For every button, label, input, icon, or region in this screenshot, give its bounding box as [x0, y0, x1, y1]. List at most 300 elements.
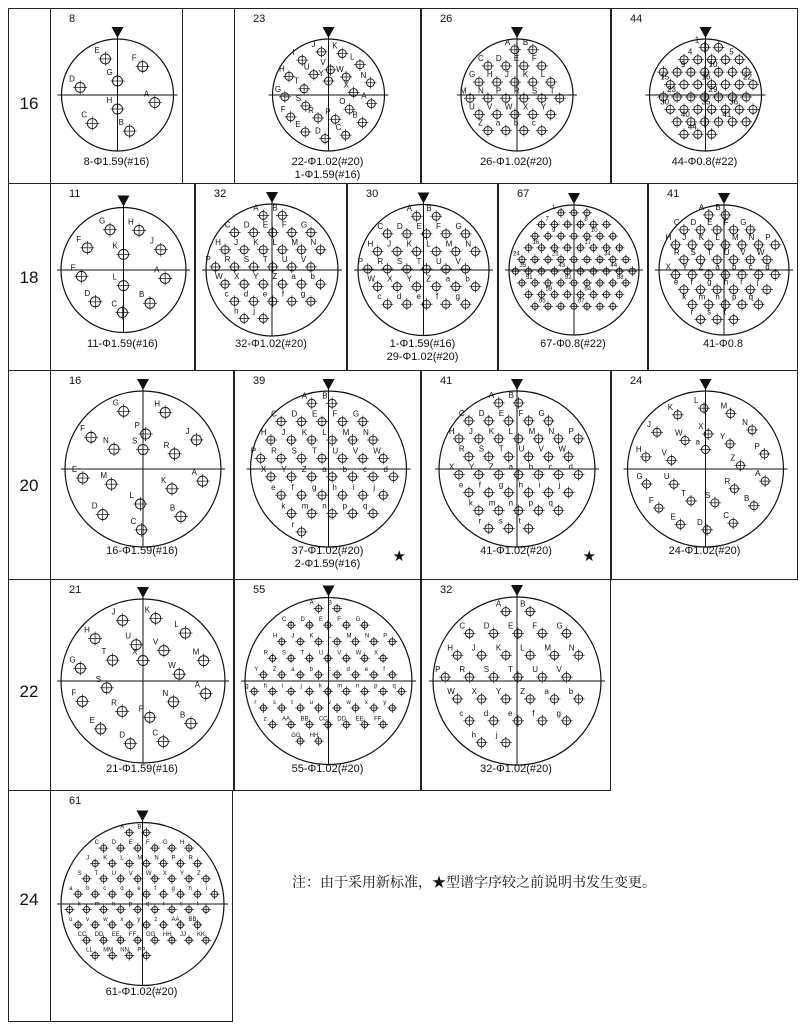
pin-label: n [111, 901, 116, 908]
pin-label: v [86, 916, 90, 923]
contact-pin [137, 825, 151, 838]
pin-label: 58 [616, 274, 624, 281]
pin-label: L [322, 428, 327, 438]
contact-pin [206, 886, 220, 899]
pin-label: M [100, 471, 108, 481]
contact-pin [372, 483, 389, 501]
pin-label: K [144, 605, 151, 615]
contact-pin [508, 621, 524, 639]
pin-label: L [120, 855, 124, 862]
connector-cell [50, 8, 183, 184]
contact-pin [254, 667, 268, 680]
pin-label: A [120, 824, 125, 831]
contact-pin [562, 219, 572, 229]
contact-pin [447, 687, 463, 705]
contact-pin [544, 643, 560, 661]
contact-pin [95, 932, 109, 945]
pin-label: A [406, 204, 413, 214]
contact-pin [292, 410, 308, 428]
contact-spec-caption [196, 338, 346, 351]
contact-pin [80, 424, 98, 444]
pin-label: j [495, 730, 498, 740]
contact-pin [215, 272, 231, 290]
pin-label: HH [162, 932, 172, 939]
contact-pin [539, 481, 555, 499]
contact-pin [365, 667, 379, 680]
pin-label: M [459, 86, 467, 96]
contact-pin [368, 275, 384, 293]
pin-label: 35 [701, 97, 711, 107]
contact-pin [722, 110, 738, 128]
contact-pin [532, 709, 548, 727]
contact-pin [337, 683, 351, 696]
pin-label: 4 [687, 47, 693, 57]
contact-pin [302, 502, 318, 520]
pin-label: d [568, 462, 573, 472]
pin-label: a [508, 462, 514, 472]
contact-pin [383, 465, 399, 483]
pin-label: i [740, 277, 743, 287]
pin-label: G [636, 471, 643, 481]
contact-pin [120, 855, 134, 868]
pin-label: f [291, 483, 294, 493]
pin-label: E [507, 621, 514, 631]
connector-face-diagram [51, 580, 235, 792]
contact-pin [195, 681, 213, 701]
contact-pin [562, 243, 572, 253]
pin-label: c [531, 118, 536, 128]
key-marker-icon [700, 27, 712, 38]
pin-label: R [673, 247, 680, 257]
contact-pin [496, 119, 512, 137]
contact-pin [508, 709, 524, 727]
pin-label: T [549, 86, 555, 96]
key-marker-icon [137, 379, 149, 390]
pin-label: J [471, 643, 476, 653]
contact-pin [319, 717, 333, 730]
pin-label: R [263, 650, 268, 657]
caption-line: 26-Φ1.02(#20) [480, 156, 552, 168]
pin-label: F [71, 688, 77, 698]
pin-label: a [715, 262, 720, 272]
contact-pin [273, 634, 287, 647]
contact-pin [95, 840, 109, 853]
pin-label: N [465, 239, 472, 249]
pin-label: e [364, 666, 369, 673]
pin-label: j [60, 901, 62, 908]
pin-label: DD [94, 932, 104, 939]
pin-label: Z [520, 686, 526, 696]
contact-pin [161, 476, 179, 496]
contact-pin [489, 463, 505, 481]
pin-label: b [513, 118, 519, 128]
contact-pin [291, 733, 305, 746]
pin-label: P [325, 107, 331, 117]
pin-label: c [328, 666, 332, 673]
caption-line: 1-Φ1.59(#16) [294, 169, 361, 181]
pin-label: f [435, 292, 439, 302]
contact-pin [720, 432, 736, 450]
pin-label: V [661, 448, 667, 458]
pin-label: 67 [577, 298, 585, 305]
contact-pin [529, 499, 545, 517]
pin-label: C [459, 621, 466, 631]
contact-pin [446, 275, 462, 293]
pin-label: R [377, 257, 384, 267]
pin-label: L [129, 490, 134, 500]
caption-line: 2-Φ1.59(#16) [294, 558, 361, 570]
key-marker-icon [511, 379, 523, 390]
contact-pin [345, 700, 360, 713]
contact-pin [251, 446, 267, 464]
pin-label: CC [318, 716, 328, 723]
contact-pin [469, 499, 485, 517]
contact-pin [685, 91, 697, 103]
pin-label: I [292, 48, 295, 58]
contact-pin [446, 239, 462, 257]
pin-label: T [294, 76, 299, 86]
contact-spec-caption [499, 338, 647, 351]
contact-pin [614, 290, 624, 300]
pin-label: H [260, 428, 267, 438]
pin-label: W [215, 272, 223, 282]
pin-label: BB [300, 716, 309, 723]
contact-pin [365, 634, 379, 647]
contact-count-label: 61 [69, 795, 82, 807]
contact-pin [449, 463, 465, 481]
contact-pin [120, 917, 134, 930]
pin-label: H [279, 64, 285, 74]
pin-label: c [377, 292, 382, 302]
pin-label: b [732, 262, 737, 272]
contact-pin [312, 410, 328, 428]
pin-label: V [556, 665, 562, 675]
pin-label: C [94, 840, 100, 847]
contact-pin [695, 35, 711, 53]
contact-pin [387, 275, 403, 293]
pin-label: b [528, 462, 534, 472]
pin-label: G [352, 409, 360, 419]
pin-label: T [300, 650, 305, 657]
pin-label: R [513, 86, 520, 96]
pin-label: h [332, 483, 337, 493]
pin-label: R [308, 105, 314, 115]
contact-pin [754, 442, 770, 460]
contact-spec-caption [235, 763, 420, 776]
contact-pin [532, 621, 548, 639]
connector-cell [195, 183, 347, 371]
pin-label: W [558, 444, 567, 454]
contact-pin [614, 243, 624, 253]
pin-label: S [291, 446, 297, 456]
caption-line: 41-Φ1.02(#20) [480, 545, 552, 557]
pin-label: g [171, 886, 175, 893]
pin-label: 1 [551, 204, 556, 211]
connector-cell [498, 183, 648, 371]
pin-label: C [458, 408, 465, 418]
contact-pin [536, 266, 546, 276]
pin-label: E [70, 263, 76, 273]
contact-pin [322, 391, 338, 409]
contact-pin [664, 472, 680, 490]
pin-label: W [367, 274, 376, 284]
contact-pin [282, 221, 298, 239]
pin-label: MM [103, 947, 114, 954]
pin-label: i [352, 483, 355, 493]
caption-line: 61-Φ1.02(#20) [105, 986, 178, 998]
contact-pin [185, 427, 203, 447]
contact-count-label: 32 [440, 584, 453, 596]
pin-label: X [374, 650, 379, 657]
pin-label: z [154, 916, 158, 923]
contact-pin [86, 886, 100, 899]
pin-label: U [303, 62, 310, 72]
contact-pin [129, 902, 143, 915]
pin-label: f [690, 277, 693, 287]
contact-pin [496, 600, 512, 618]
pin-label: W [447, 686, 455, 696]
contact-pin [304, 63, 320, 81]
pin-label: A [488, 390, 495, 400]
contact-pin [568, 463, 584, 481]
pin-label: 22 [743, 72, 752, 82]
contact-pin [459, 445, 475, 463]
pin-label: R [271, 446, 277, 456]
pin-label: L [426, 239, 431, 249]
pin-label: R [163, 440, 170, 450]
key-marker-icon [118, 196, 130, 207]
contact-pin [484, 709, 500, 727]
contact-pin [271, 483, 287, 501]
contact-pin [254, 700, 268, 713]
pin-label: S [243, 254, 250, 264]
contact-pin [508, 665, 524, 683]
contact-pin [119, 731, 137, 751]
contact-pin [94, 46, 112, 66]
contact-pin [193, 648, 211, 668]
pin-label: X [387, 274, 393, 284]
contact-pin [69, 74, 87, 94]
pin-label: D [91, 501, 98, 511]
contact-pin [343, 428, 359, 446]
contact-pin [545, 287, 559, 300]
pin-label: E [94, 45, 100, 55]
pin-label: S [95, 674, 102, 684]
pin-label: LL [86, 947, 93, 954]
pin-label: x [120, 916, 124, 923]
pin-label: v [328, 699, 332, 706]
pin-label: W [504, 102, 513, 112]
contact-pin [595, 301, 605, 311]
pin-label: F [531, 53, 537, 63]
pin-label: 17 [584, 239, 592, 246]
pin-label: M [720, 401, 728, 411]
pin-label: M [346, 633, 352, 640]
pin-label: U [663, 472, 670, 482]
caption-line: 24-Φ1.02(#20) [668, 545, 741, 557]
contact-pin [107, 68, 125, 88]
pin-label: S [531, 86, 538, 96]
contact-pin [102, 917, 117, 930]
contact-pin [721, 402, 737, 420]
pin-label: t [518, 516, 521, 526]
pin-label: H [665, 232, 672, 242]
pin-label: h [723, 277, 729, 287]
key-marker-icon [323, 379, 335, 390]
row-label: 18 [19, 268, 39, 287]
pin-label: H [447, 643, 454, 653]
pin-label: J [281, 428, 286, 438]
pin-label: q [392, 683, 396, 690]
contact-pin [128, 217, 146, 237]
pin-label: K [667, 402, 674, 412]
pin-label: C [224, 220, 231, 230]
contact-pin [541, 102, 557, 120]
contact-pin [132, 437, 150, 457]
contact-spec-caption [51, 338, 194, 351]
contact-pin [459, 481, 475, 499]
contact-pin [310, 700, 324, 713]
pin-label: k [281, 501, 286, 511]
pin-label: h [518, 480, 524, 490]
pin-label: F [145, 840, 150, 847]
contact-pin [189, 855, 203, 868]
contact-pin [322, 465, 338, 483]
contact-pin [688, 48, 704, 66]
pin-label: D [300, 617, 305, 624]
pin-label: 65 [538, 298, 546, 305]
pin-label: B [169, 503, 176, 513]
contact-pin [363, 428, 379, 446]
contact-pin [337, 717, 351, 730]
contact-pin [135, 421, 153, 441]
pin-label: X [260, 464, 267, 474]
contact-pin [180, 902, 194, 915]
contact-pin [670, 512, 686, 530]
pin-label: c [748, 262, 753, 272]
contact-pin [328, 634, 342, 647]
pin-label: J [504, 70, 509, 80]
contact-pin [436, 222, 452, 240]
pin-label: HH [309, 733, 319, 740]
contact-pin [273, 667, 287, 680]
pin-label: Z [197, 870, 201, 877]
contact-pin [295, 120, 311, 138]
connector-cell [50, 183, 195, 371]
contact-pin [416, 292, 432, 310]
pin-label: N [568, 643, 575, 653]
contact-pin [215, 238, 231, 256]
pin-label: r [254, 699, 257, 706]
contact-pin [681, 60, 697, 78]
contact-pin [69, 917, 83, 930]
pin-label: d [483, 708, 489, 718]
pin-label: H [635, 444, 642, 454]
contact-pin [519, 516, 535, 534]
row-label: 24 [19, 890, 39, 909]
pin-label: S [132, 436, 138, 446]
contact-pin [584, 240, 598, 253]
contact-pin [519, 409, 535, 427]
pin-label: P [205, 254, 211, 264]
pin-label: V [128, 870, 133, 877]
contact-pin [743, 73, 759, 91]
pin-label: C [335, 123, 342, 133]
contact-pin [365, 700, 379, 713]
pin-label: U [125, 631, 131, 641]
contact-pin [373, 446, 389, 464]
contact-count-label: 8 [69, 13, 76, 25]
key-marker-icon [511, 27, 523, 38]
contact-pin [478, 119, 494, 137]
contact-pin [129, 871, 143, 884]
pin-label: H [272, 633, 278, 640]
pin-label: 9 [680, 60, 686, 70]
pin-label: g [300, 289, 306, 299]
pin-label: M [732, 232, 739, 242]
pin-label: V [486, 102, 493, 112]
pin-label: N [360, 70, 367, 80]
pin-label: N [742, 417, 748, 427]
pin-label: g [245, 683, 249, 690]
contact-pin [112, 871, 126, 884]
contact-pin [273, 700, 287, 713]
contact-pin [707, 308, 723, 326]
pin-label: X [698, 422, 704, 432]
contact-pin [95, 871, 109, 884]
contact-pin [636, 445, 652, 463]
contact-pin [332, 446, 348, 464]
pin-label: p [732, 292, 737, 302]
caption-line: 37-Φ1.02(#20) [291, 545, 364, 557]
pin-label: A [191, 468, 197, 478]
pin-label: e [458, 480, 464, 490]
contact-pin [740, 116, 752, 128]
contact-pin [627, 266, 637, 276]
pin-label: e [507, 708, 513, 718]
pin-label: L [112, 272, 117, 282]
contact-pin [667, 85, 683, 103]
contact-pin [111, 299, 129, 319]
contact-pin [698, 422, 714, 440]
contact-pin [70, 263, 88, 283]
pin-label: A [194, 680, 201, 690]
contact-pin [164, 441, 182, 461]
contact-pin [113, 241, 131, 261]
contact-pin [163, 840, 177, 853]
contact-pin [234, 272, 250, 290]
pin-label: q [548, 498, 553, 508]
pin-label: N [162, 688, 169, 698]
caption-line: 44-Φ0.8(#22) [671, 156, 738, 168]
pin-label: H [215, 237, 221, 247]
pin-label: B [322, 391, 328, 401]
caption-line: 11-Φ1.59(#16) [87, 338, 158, 350]
contact-pin [163, 902, 177, 915]
contact-pin [691, 308, 707, 326]
contact-pin [71, 688, 89, 708]
contact-pin [163, 932, 177, 945]
pin-label: q [748, 292, 754, 302]
contact-pin [328, 700, 342, 713]
caption-line: 8-Φ1.59(#16) [83, 156, 150, 168]
contact-pin [706, 128, 718, 140]
caption-line: 55-Φ1.02(#20) [291, 763, 364, 775]
pin-label: K [332, 41, 338, 51]
pin-label: K [103, 855, 108, 862]
contact-pin [575, 266, 585, 276]
contact-pin [756, 278, 773, 296]
